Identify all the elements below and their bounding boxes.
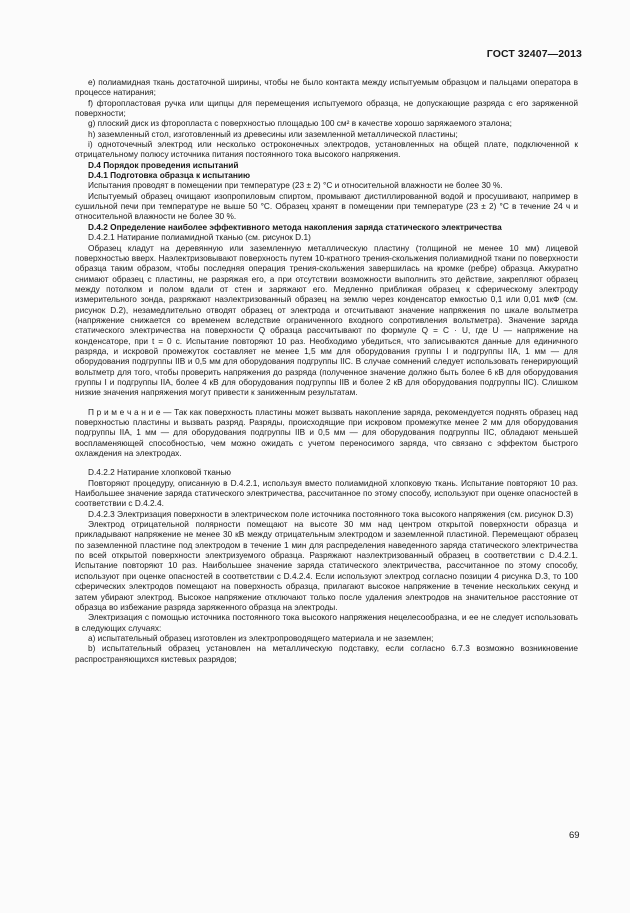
note-paragraph: П р и м е ч а н и е — Так как поверхность пластины может вызвать накопление заряда, рекомендуется поднять образец над поверхностью пластины и вызвать разряд. Разряды, происходящие при искровом промежутке менее 2 мм для оборудования подгруппы IIA, 1 мм — для оборудования подгруппы IIB и 0,5 мм — для оборудования подгруппы IIC, обладают меньшей воспламеняющей способностью, чем можно ожидать с учетом переносимого заряда, что связано с эффектом быстрого охлаждения на электродах. [75, 406, 578, 459]
section-heading-d41: D.4.1 Подготовка образца к испытанию [88, 170, 251, 181]
paragraph: Испытуемый образец очищают изопропиловым спиртом, промывают дистиллированной водой и просушивают, например в сушильной печи при температуре не выше 50 °C. Образец хранят в помещении при температуре (23 ± 2) °C в течение 24 ч и относительной влажности не более 30 %. [75, 190, 578, 222]
section-heading-d4: D.4 Порядок проведения испытаний [88, 159, 239, 170]
subsection-heading-d423: D.4.2.3 Электризация поверхности в электрическом поле источника постоянного тока высокого напряжения (см. рисунок D.3) [88, 508, 574, 519]
subsection-heading-d422: D.4.2.2 Натирание хлопковой тканью [88, 467, 232, 478]
paragraph: Электрод отрицательной полярности помещают на высоте 30 мм над центром открытой поверхности образца и прикладывают напряжение не менее 30 кВ между отрицательным электродом и заземленной пластиной. Перемещают образец по заземленной пластине под электродом в течение 1 мин для распределения наведенного заряда статического электричества по всей открытой поверхности электризуемого образца. Разряжают наэлектризованный образец в соответствии с D.4.2.1. Испытание повторяют 10 раз. Наибольшее значение заряда статического электричества, рассчитанное по этому способу, используют при оценке опасностей в соответствии с D.4.2.4. Если используют электрод согласно позиции 4 рисунка D.3, то 100 сферических электродов помещают на поверхность образца, прилагают высокое напряжение в течение нескольких секунд и затем убирают электрод. Высокое напряжение отключают только после удаления электродов на значительное расстояние от образца во избежание разряда заряженного образца на электроды. [75, 519, 578, 612]
document-body [75, 77, 578, 664]
list-item-h: h) заземленный стол, изготовленный из древесины или заземленной металлической пластины; [88, 128, 458, 139]
paragraph: Испытания проводят в помещении при температуре (23 ± 2) °C и относительной влажности не более 30 %. [88, 180, 503, 191]
list-item-f: f) фторопластовая ручка или щипцы для перемещения испытуемого образца, не допускающие разряда с его заряженной поверхности; [75, 97, 578, 119]
list-item-e: е) полиамидная ткань достаточной ширины, чтобы не было контакта между испытуемым образцом и пальцами оператора в процессе натирания; [75, 77, 578, 98]
list-item-g: g) плоский диск из фторопласта с поверхностью площадью 100 см² в качестве хорошо заряжаемого эталона; [88, 118, 512, 129]
list-item-b: b) испытательный образец установлен на металлическую подставку, если согласно 6.7.3 возможно возникновение распространяющихся кистевых разрядов; [75, 643, 578, 664]
standard-header: ГОСТ 32407—2013 [486, 48, 582, 60]
page-number: 69 [569, 830, 580, 841]
list-item-a: а) испытательный образец изготовлен из электропроводящего материала и не заземлен; [88, 632, 434, 643]
paragraph: Электризация с помощью источника постоянного тока высокого напряжения нецелесообразна, и ее не следует использовать в следующих случаях: [75, 612, 578, 633]
subsection-heading-d421: D.4.2.1 Натирание полиамидной тканью (см. рисунок D.1) [88, 232, 311, 243]
list-item-i: i) одноточечный электрод или несколько остроконечных электродов, установленных на общей плате, подключенной к отрицательному полюсу источника питания постоянного тока высокого напряжения. [75, 139, 578, 160]
section-heading-d42: D.4.2 Определение наиболее эффективного метода накопления заряда статического электричества [88, 221, 502, 232]
paragraph: Образец кладут на деревянную или заземленную металлическую пластину (толщиной не менее 10 мм) лицевой поверхностью вверх. Наэлектризовывают поверхность путем 10-кратного трения-скольжения полиамидной ткани по поверхности образца таким образом, чтобы последняя операция трения-скольжения завершилась на кромке (ребре) образца. Аккуратно снимают образец с пластины, не разряжая его, а при отсутствии возможности выполнить это действие, закрепляют образец между потолком и полом вдали от стен и заряжают его. Медленно приближая образец к сферическому электроду измерительного зонда, разряжают наэлектризованный образец на землю через конденсатор емкостью 0,1 или 0,01 мкФ (см. рисунок D.2), незамедлительно отводят образец от электрода и отсчитывают значение напряжения по шкале вольтметра (напряжение снижается со временем вследствие ограниченного входного сопротивления вольтметра). Значение заряда статического электричества на поверхности Q образца рассчитывают по формуле Q = C · U, где U — напряжение на конденсаторе, при t = 0 с. Испытание повторяют 10 раз. Необходимо убедиться, что записываются данные для единичного разряда, и искровой промежуток составляет не менее 1,5 мм для оборудования группы I и подгруппы IIA, 1 мм — для оборудования подгруппы IIB и 0,5 мм для оборудования подгруппы IIC. В случае сомнений следует использовать генерирующий вольтметр для того, чтобы проверить напряжения до разряда (полученное значение должно быть более 6 кВ для оборудования группы I и подгруппы IIA, более 4 кВ для оборудования подгруппы IIB и более 2 кВ для оборудования подгруппы IIC). Слишком низкие значения напряжения могут привести к заниженным результатам. [75, 242, 578, 398]
paragraph: Повторяют процедуру, описанную в D.4.2.1, используя вместо полиамидной хлопковую ткань. Испытание повторяют 10 раз. Наибольшее значение заряда статического электричества, рассчитанное по этому способу, используют при оценке опасностей в соответствии с D.4.2.4. [75, 477, 578, 509]
